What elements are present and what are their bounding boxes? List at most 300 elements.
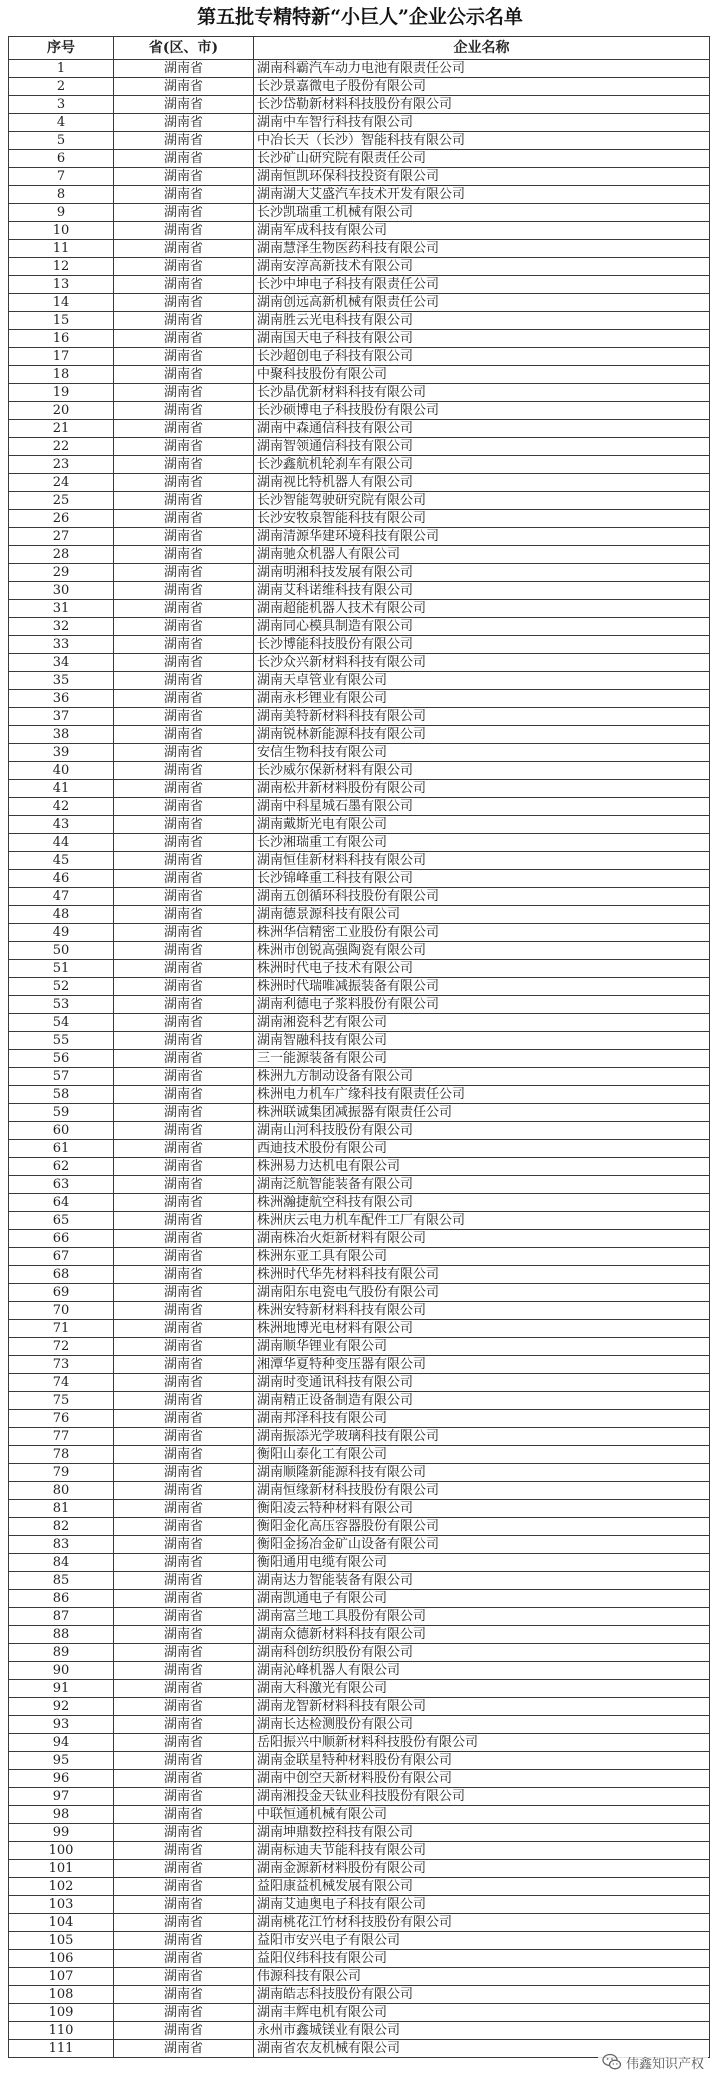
row-index: 29 <box>9 564 114 582</box>
table-row <box>9 942 710 960</box>
row-company-name: 湖南精正设备制造有限公司 <box>254 1392 710 1410</box>
table-row <box>9 564 710 582</box>
row-province: 湖南省 <box>114 1104 254 1122</box>
row-province: 湖南省 <box>114 186 254 204</box>
row-index: 25 <box>9 492 114 510</box>
table-row <box>9 1986 710 2004</box>
row-province: 湖南省 <box>114 1878 254 1896</box>
row-province: 湖南省 <box>114 168 254 186</box>
row-province: 湖南省 <box>114 672 254 690</box>
row-index: 100 <box>9 1842 114 1860</box>
row-company-name: 湖南凯通电子有限公司 <box>254 1590 710 1608</box>
table-row <box>9 546 710 564</box>
table-row <box>9 654 710 672</box>
table-row <box>9 1572 710 1590</box>
row-index: 27 <box>9 528 114 546</box>
row-company-name: 湖南同心模具制造有限公司 <box>254 618 710 636</box>
row-index: 105 <box>9 1932 114 1950</box>
row-index: 5 <box>9 132 114 150</box>
table-row <box>9 438 710 456</box>
row-province: 湖南省 <box>114 798 254 816</box>
page-title: 第五批专精特新“小巨人”企业公示名单 <box>197 6 523 28</box>
row-company-name: 衡阳凌云特种材料有限公司 <box>254 1500 710 1518</box>
row-company-name: 湖南标迪夫节能科技有限公司 <box>254 1842 710 1860</box>
column-header-company: 企业名称 <box>254 37 710 60</box>
table-row <box>9 186 710 204</box>
row-province: 湖南省 <box>114 1032 254 1050</box>
table-row <box>9 1842 710 1860</box>
row-province: 湖南省 <box>114 1536 254 1554</box>
row-index: 82 <box>9 1518 114 1536</box>
row-index: 40 <box>9 762 114 780</box>
row-province: 湖南省 <box>114 636 254 654</box>
row-index: 39 <box>9 744 114 762</box>
row-company-name: 湖南山河科技股份有限公司 <box>254 1122 710 1140</box>
row-index: 98 <box>9 1806 114 1824</box>
row-index: 77 <box>9 1428 114 1446</box>
table-row <box>9 1590 710 1608</box>
row-province: 湖南省 <box>114 366 254 384</box>
row-province: 湖南省 <box>114 2040 254 2058</box>
row-index: 38 <box>9 726 114 744</box>
table-row <box>9 996 710 1014</box>
row-index: 36 <box>9 690 114 708</box>
table-row <box>9 1626 710 1644</box>
row-index: 3 <box>9 96 114 114</box>
row-index: 109 <box>9 2004 114 2022</box>
row-province: 湖南省 <box>114 1860 254 1878</box>
row-index: 2 <box>9 78 114 96</box>
row-company-name: 湖南众德新材料科技有限公司 <box>254 1626 710 1644</box>
row-company-name: 湖南科创纺织股份有限公司 <box>254 1644 710 1662</box>
row-company-name: 湖南坤鼎数控科技有限公司 <box>254 1824 710 1842</box>
row-company-name: 湖南创远高新机械有限责任公司 <box>254 294 710 312</box>
row-index: 56 <box>9 1050 114 1068</box>
row-company-name: 株洲时代华先材料科技有限公司 <box>254 1266 710 1284</box>
row-company-name: 益阳康益机械发展有限公司 <box>254 1878 710 1896</box>
row-index: 106 <box>9 1950 114 1968</box>
column-header-index: 序号 <box>9 37 114 60</box>
table-row <box>9 348 710 366</box>
table-row <box>9 1662 710 1680</box>
row-index: 17 <box>9 348 114 366</box>
row-company-name: 湖南科霸汽车动力电池有限责任公司 <box>254 60 710 78</box>
row-province: 湖南省 <box>114 1500 254 1518</box>
row-province: 湖南省 <box>114 510 254 528</box>
row-index: 16 <box>9 330 114 348</box>
row-index: 72 <box>9 1338 114 1356</box>
row-province: 湖南省 <box>114 420 254 438</box>
row-index: 42 <box>9 798 114 816</box>
row-province: 湖南省 <box>114 618 254 636</box>
table-row <box>9 1950 710 1968</box>
row-province: 湖南省 <box>114 2004 254 2022</box>
row-index: 59 <box>9 1104 114 1122</box>
row-company-name: 株洲华信精密工业股份有限公司 <box>254 924 710 942</box>
row-index: 28 <box>9 546 114 564</box>
row-province: 湖南省 <box>114 258 254 276</box>
table-row <box>9 510 710 528</box>
row-province: 湖南省 <box>114 870 254 888</box>
row-index: 32 <box>9 618 114 636</box>
row-index: 33 <box>9 636 114 654</box>
row-index: 26 <box>9 510 114 528</box>
row-province: 湖南省 <box>114 1950 254 1968</box>
table-row <box>9 1068 710 1086</box>
row-index: 51 <box>9 960 114 978</box>
row-company-name: 湖南桃花江竹材科技股份有限公司 <box>254 1914 710 1932</box>
row-company-name: 湖南达力智能装备有限公司 <box>254 1572 710 1590</box>
row-index: 53 <box>9 996 114 1014</box>
row-province: 湖南省 <box>114 762 254 780</box>
row-index: 102 <box>9 1878 114 1896</box>
row-province: 湖南省 <box>114 1338 254 1356</box>
row-province: 湖南省 <box>114 384 254 402</box>
row-company-name: 长沙鑫航机轮刹车有限公司 <box>254 456 710 474</box>
table-row <box>9 114 710 132</box>
row-company-name: 长沙威尔保新材料有限公司 <box>254 762 710 780</box>
table-row <box>9 330 710 348</box>
row-index: 81 <box>9 1500 114 1518</box>
table-row <box>9 1536 710 1554</box>
row-company-name: 湖南金联星特种材料股份有限公司 <box>254 1752 710 1770</box>
row-province: 湖南省 <box>114 222 254 240</box>
row-province: 湖南省 <box>114 1842 254 1860</box>
row-index: 71 <box>9 1320 114 1338</box>
row-index: 74 <box>9 1374 114 1392</box>
column-header-province: 省(区、市) <box>114 37 254 60</box>
table-row <box>9 636 710 654</box>
table-row <box>9 132 710 150</box>
row-province: 湖南省 <box>114 654 254 672</box>
table-header-row <box>9 37 710 60</box>
row-index: 94 <box>9 1734 114 1752</box>
row-province: 湖南省 <box>114 1068 254 1086</box>
table-row <box>9 474 710 492</box>
table-row <box>9 690 710 708</box>
row-province: 湖南省 <box>114 312 254 330</box>
row-index: 88 <box>9 1626 114 1644</box>
row-index: 89 <box>9 1644 114 1662</box>
row-index: 24 <box>9 474 114 492</box>
row-company-name: 长沙硕博电子科技股份有限公司 <box>254 402 710 420</box>
row-province: 湖南省 <box>114 852 254 870</box>
row-company-name: 湖南振添光学玻璃科技有限公司 <box>254 1428 710 1446</box>
table-row <box>9 1320 710 1338</box>
row-index: 14 <box>9 294 114 312</box>
row-province: 湖南省 <box>114 1194 254 1212</box>
row-company-name: 湖南清源华建环境科技有限公司 <box>254 528 710 546</box>
table-row <box>9 402 710 420</box>
table-row <box>9 1104 710 1122</box>
row-province: 湖南省 <box>114 78 254 96</box>
row-index: 69 <box>9 1284 114 1302</box>
table-row <box>9 906 710 924</box>
row-company-name: 长沙众兴新材料科技有限公司 <box>254 654 710 672</box>
row-company-name: 湖南顺华锂业有限公司 <box>254 1338 710 1356</box>
table-row <box>9 1644 710 1662</box>
row-index: 90 <box>9 1662 114 1680</box>
row-company-name: 湖南松井新材料股份有限公司 <box>254 780 710 798</box>
row-company-name: 湖南德景源科技有限公司 <box>254 906 710 924</box>
row-index: 76 <box>9 1410 114 1428</box>
row-province: 湖南省 <box>114 330 254 348</box>
row-index: 46 <box>9 870 114 888</box>
row-company-name: 株洲易力达机电有限公司 <box>254 1158 710 1176</box>
row-company-name: 长沙凯瑞重工机械有限公司 <box>254 204 710 222</box>
row-company-name: 湖南湘投金天钛业科技股份有限公司 <box>254 1788 710 1806</box>
row-company-name: 湖南中科星城石墨有限公司 <box>254 798 710 816</box>
table-row <box>9 1824 710 1842</box>
row-index: 108 <box>9 1986 114 2004</box>
row-province: 湖南省 <box>114 1284 254 1302</box>
row-index: 47 <box>9 888 114 906</box>
table-row <box>9 384 710 402</box>
row-province: 湖南省 <box>114 582 254 600</box>
table-row <box>9 1968 710 1986</box>
row-company-name: 湖南沁峰机器人有限公司 <box>254 1662 710 1680</box>
table-row <box>9 1338 710 1356</box>
row-company-name: 株洲庆云电力机车配件工厂有限公司 <box>254 1212 710 1230</box>
table-body <box>9 60 710 2058</box>
row-province: 湖南省 <box>114 1086 254 1104</box>
row-company-name: 湖南锐林新能源科技有限公司 <box>254 726 710 744</box>
row-province: 湖南省 <box>114 150 254 168</box>
row-province: 湖南省 <box>114 1230 254 1248</box>
row-company-name: 衡阳山泰化工有限公司 <box>254 1446 710 1464</box>
row-company-name: 湖南湘瓷科艺有限公司 <box>254 1014 710 1032</box>
row-index: 22 <box>9 438 114 456</box>
table-row <box>9 1212 710 1230</box>
row-company-name: 湖南慧泽生物医药科技有限公司 <box>254 240 710 258</box>
row-province: 湖南省 <box>114 600 254 618</box>
row-company-name: 湖南美特新材料科技有限公司 <box>254 708 710 726</box>
table-row <box>9 1860 710 1878</box>
row-province: 湖南省 <box>114 780 254 798</box>
row-index: 35 <box>9 672 114 690</box>
table-row <box>9 1086 710 1104</box>
table-row <box>9 1050 710 1068</box>
row-index: 23 <box>9 456 114 474</box>
row-index: 70 <box>9 1302 114 1320</box>
row-index: 62 <box>9 1158 114 1176</box>
row-province: 湖南省 <box>114 1662 254 1680</box>
row-index: 20 <box>9 402 114 420</box>
row-province: 湖南省 <box>114 1392 254 1410</box>
row-index: 49 <box>9 924 114 942</box>
row-index: 65 <box>9 1212 114 1230</box>
row-province: 湖南省 <box>114 1212 254 1230</box>
table-row <box>9 870 710 888</box>
row-index: 6 <box>9 150 114 168</box>
row-province: 湖南省 <box>114 1680 254 1698</box>
row-index: 83 <box>9 1536 114 1554</box>
table-row <box>9 1014 710 1032</box>
row-province: 湖南省 <box>114 1302 254 1320</box>
row-index: 44 <box>9 834 114 852</box>
table-row <box>9 456 710 474</box>
row-company-name: 湖南省农友机械有限公司 <box>254 2040 710 2058</box>
row-index: 55 <box>9 1032 114 1050</box>
table-row <box>9 852 710 870</box>
row-province: 湖南省 <box>114 492 254 510</box>
table-row <box>9 960 710 978</box>
table-row <box>9 1482 710 1500</box>
table-row <box>9 1302 710 1320</box>
row-company-name: 衡阳金扬冶金矿山设备有限公司 <box>254 1536 710 1554</box>
row-index: 1 <box>9 60 114 78</box>
row-index: 80 <box>9 1482 114 1500</box>
table-row <box>9 258 710 276</box>
row-index: 107 <box>9 1968 114 1986</box>
row-company-name: 长沙景嘉微电子股份有限公司 <box>254 78 710 96</box>
row-province: 湖南省 <box>114 1428 254 1446</box>
row-company-name: 湖南阳东电瓷电气股份有限公司 <box>254 1284 710 1302</box>
table-row <box>9 1248 710 1266</box>
row-index: 95 <box>9 1752 114 1770</box>
row-company-name: 株洲地博光电材料有限公司 <box>254 1320 710 1338</box>
row-company-name: 长沙博能科技股份有限公司 <box>254 636 710 654</box>
row-company-name: 湖南恒缘新材科技股份有限公司 <box>254 1482 710 1500</box>
row-index: 93 <box>9 1716 114 1734</box>
row-index: 15 <box>9 312 114 330</box>
row-index: 99 <box>9 1824 114 1842</box>
row-company-name: 长沙中坤电子科技有限责任公司 <box>254 276 710 294</box>
row-index: 8 <box>9 186 114 204</box>
row-province: 湖南省 <box>114 1122 254 1140</box>
row-company-name: 湖南五创循环科技股份有限公司 <box>254 888 710 906</box>
row-company-name: 湖南金源新材料股份有限公司 <box>254 1860 710 1878</box>
row-company-name: 中聚科技股份有限公司 <box>254 366 710 384</box>
row-index: 50 <box>9 942 114 960</box>
row-province: 湖南省 <box>114 1896 254 1914</box>
row-company-name: 株洲联诚集团减振器有限责任公司 <box>254 1104 710 1122</box>
row-company-name: 湖南安淳高新技术有限公司 <box>254 258 710 276</box>
row-province: 湖南省 <box>114 1356 254 1374</box>
row-province: 湖南省 <box>114 834 254 852</box>
table-row <box>9 834 710 852</box>
row-province: 湖南省 <box>114 744 254 762</box>
table-row <box>9 708 710 726</box>
row-index: 97 <box>9 1788 114 1806</box>
table-row <box>9 1446 710 1464</box>
row-company-name: 长沙锦峰重工科技有限公司 <box>254 870 710 888</box>
table-row <box>9 492 710 510</box>
row-province: 湖南省 <box>114 528 254 546</box>
row-province: 湖南省 <box>114 1590 254 1608</box>
row-company-name: 湖南国天电子科技有限公司 <box>254 330 710 348</box>
row-company-name: 湖南大科激光有限公司 <box>254 1680 710 1698</box>
row-company-name: 株洲九方制动设备有限公司 <box>254 1068 710 1086</box>
table-row <box>9 798 710 816</box>
row-province: 湖南省 <box>114 1788 254 1806</box>
row-province: 湖南省 <box>114 1158 254 1176</box>
row-province: 湖南省 <box>114 546 254 564</box>
row-province: 湖南省 <box>114 1626 254 1644</box>
row-province: 湖南省 <box>114 60 254 78</box>
row-province: 湖南省 <box>114 1518 254 1536</box>
row-province: 湖南省 <box>114 924 254 942</box>
table-row <box>9 1608 710 1626</box>
row-index: 48 <box>9 906 114 924</box>
row-province: 湖南省 <box>114 1140 254 1158</box>
table-row <box>9 1140 710 1158</box>
table-row <box>9 1464 710 1482</box>
row-index: 78 <box>9 1446 114 1464</box>
row-company-name: 长沙湘瑞重工有限公司 <box>254 834 710 852</box>
row-company-name: 长沙超创电子科技有限公司 <box>254 348 710 366</box>
row-province: 湖南省 <box>114 816 254 834</box>
row-index: 19 <box>9 384 114 402</box>
table-row <box>9 168 710 186</box>
row-company-name: 西迪技术股份有限公司 <box>254 1140 710 1158</box>
table-row <box>9 1374 710 1392</box>
row-province: 湖南省 <box>114 960 254 978</box>
table-row <box>9 1932 710 1950</box>
table-row <box>9 528 710 546</box>
row-province: 湖南省 <box>114 1482 254 1500</box>
table-row <box>9 1734 710 1752</box>
table-row <box>9 1518 710 1536</box>
row-company-name: 株洲瀚捷航空科技有限公司 <box>254 1194 710 1212</box>
row-province: 湖南省 <box>114 2022 254 2040</box>
table-row <box>9 1392 710 1410</box>
row-index: 34 <box>9 654 114 672</box>
table-row <box>9 888 710 906</box>
row-index: 52 <box>9 978 114 996</box>
table-row <box>9 1194 710 1212</box>
row-province: 湖南省 <box>114 996 254 1014</box>
row-province: 湖南省 <box>114 1806 254 1824</box>
row-index: 85 <box>9 1572 114 1590</box>
row-province: 湖南省 <box>114 564 254 582</box>
row-company-name: 湖南戴斯光电有限公司 <box>254 816 710 834</box>
row-index: 66 <box>9 1230 114 1248</box>
watermark <box>598 2049 708 2075</box>
table-row <box>9 744 710 762</box>
table-row <box>9 60 710 78</box>
table-row <box>9 1716 710 1734</box>
row-index: 30 <box>9 582 114 600</box>
row-index: 10 <box>9 222 114 240</box>
row-province: 湖南省 <box>114 294 254 312</box>
row-index: 103 <box>9 1896 114 1914</box>
table-row <box>9 294 710 312</box>
table-row <box>9 2022 710 2040</box>
row-company-name: 三一能源装备有限公司 <box>254 1050 710 1068</box>
row-company-name: 湖南恒凯环保科技投资有限公司 <box>254 168 710 186</box>
row-province: 湖南省 <box>114 1716 254 1734</box>
row-company-name: 湖南视比特机器人有限公司 <box>254 474 710 492</box>
row-company-name: 湖南泛航智能装备有限公司 <box>254 1176 710 1194</box>
row-province: 湖南省 <box>114 1932 254 1950</box>
row-index: 60 <box>9 1122 114 1140</box>
row-index: 18 <box>9 366 114 384</box>
row-province: 湖南省 <box>114 132 254 150</box>
row-province: 湖南省 <box>114 942 254 960</box>
row-company-name: 湖南邦泽科技有限公司 <box>254 1410 710 1428</box>
table-row <box>9 2004 710 2022</box>
row-index: 54 <box>9 1014 114 1032</box>
row-company-name: 长沙智能驾驶研究院有限公司 <box>254 492 710 510</box>
table-row <box>9 762 710 780</box>
table-row <box>9 240 710 258</box>
row-company-name: 中冶长天（长沙）智能科技有限公司 <box>254 132 710 150</box>
row-province: 湖南省 <box>114 1464 254 1482</box>
row-company-name: 湖南军成科技有限公司 <box>254 222 710 240</box>
row-company-name: 株洲市创锐高强陶瓷有限公司 <box>254 942 710 960</box>
table-row <box>9 1122 710 1140</box>
